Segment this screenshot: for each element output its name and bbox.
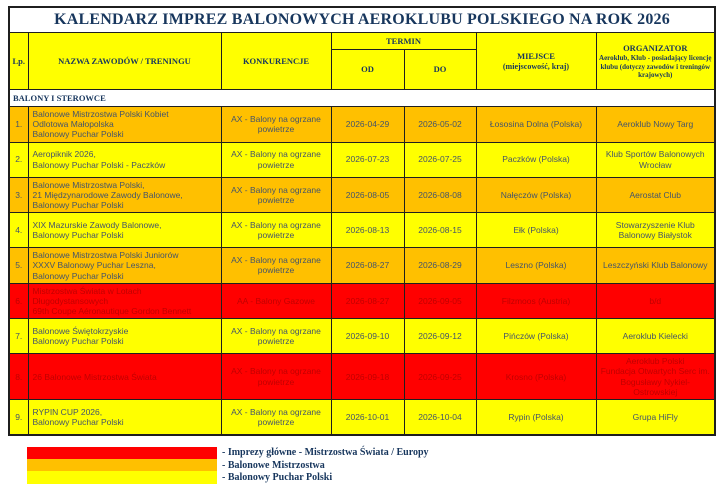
event-name-cell: Balonowe Mistrzostwa Polski Juniorów XXXV Balonowy Puchar Leszna, Balonowy Puchar Polski: [28, 248, 221, 284]
konkurencje-cell: AA - Balony Gazowe: [221, 283, 331, 319]
organizer-cell: Klub Sportów Balonowych Wrocław: [596, 142, 715, 177]
col-header-konkurencje: KONKURENCJE: [221, 33, 331, 90]
event-row-6: [9, 283, 715, 319]
col-header-miejsce-title: MIEJSCE: [517, 50, 555, 61]
organizer-cell: Aerostat Club: [596, 177, 715, 213]
lp-cell: 2.: [9, 142, 28, 177]
konkurencje-cell: AX - Balony na ogrzane powietrze: [221, 213, 331, 248]
date-from-cell: 2026-10-01: [331, 400, 404, 435]
place-cell: Ełk (Polska): [476, 213, 596, 248]
organizer-cell: Aeroklub Kielecki: [596, 319, 715, 354]
date-to-cell: 2026-08-08: [404, 177, 476, 213]
section-row: [9, 90, 715, 107]
date-from-cell: 2026-08-27: [331, 248, 404, 284]
date-from-cell: 2026-08-27: [331, 283, 404, 319]
legend-row-championships: [27, 459, 714, 471]
date-from-cell: 2026-04-29: [331, 107, 404, 143]
event-row-8: [9, 354, 715, 400]
place-cell: Nałęczów (Polska): [476, 177, 596, 213]
legend-swatch-championships: [27, 459, 217, 471]
lp-cell: 3.: [9, 177, 28, 213]
legend-label-main-events: - Imprezy główne - Mistrzostwa Świata / Europy: [222, 447, 429, 459]
event-name-cell: Mistrzostwa Świata w Lotach Długodystansowych 69th Coupe Aéronautique Gordon Bennett: [28, 283, 221, 319]
col-header-lp: Lp.: [9, 33, 28, 90]
lp-cell: 8.: [9, 354, 28, 400]
column-header-row: [9, 33, 715, 50]
date-to-cell: 2026-08-15: [404, 213, 476, 248]
date-to-cell: 2026-08-29: [404, 248, 476, 284]
event-row-2: [9, 142, 715, 177]
col-header-od: OD: [331, 50, 404, 90]
place-cell: Rypin (Polska): [476, 400, 596, 435]
calendar-table: [8, 6, 716, 436]
konkurencje-cell: AX - Balony na ogrzane powietrze: [221, 319, 331, 354]
col-header-do: DO: [404, 50, 476, 90]
place-cell: Paczków (Polska): [476, 142, 596, 177]
event-row-3: [9, 177, 715, 213]
organizer-cell: b/d: [596, 283, 715, 319]
event-name-cell: Balonowe Mistrzostwa Polski Kobiet Odlotowa Małopolska Balonowy Puchar Polski: [28, 107, 221, 143]
konkurencje-cell: AX - Balony na ogrzane powietrze: [221, 142, 331, 177]
lp-cell: 9.: [9, 400, 28, 435]
date-to-cell: 2026-09-12: [404, 319, 476, 354]
section-header-balony-i-sterowce: BALONY I STEROWCE: [9, 90, 715, 107]
date-from-cell: 2026-07-23: [331, 142, 404, 177]
col-header-miejsce-subtitle: (miejscowość, kraj): [502, 61, 570, 71]
lp-cell: 6.: [9, 283, 28, 319]
lp-cell: 1.: [9, 107, 28, 143]
place-cell: Pińczów (Polska): [476, 319, 596, 354]
col-header-name: NAZWA ZAWODÓW / TRENINGU: [28, 33, 221, 90]
konkurencje-cell: AX - Balony na ogrzane powietrze: [221, 107, 331, 143]
col-header-organizator: [596, 33, 715, 90]
organizer-cell: Leszczyński Klub Balonowy: [596, 248, 715, 284]
place-cell: Łososina Dolna (Polska): [476, 107, 596, 143]
organizer-cell: Grupa HiFly: [596, 400, 715, 435]
lp-cell: 4.: [9, 213, 28, 248]
organizer-cell: Aeroklub Nowy Targ: [596, 107, 715, 143]
lp-cell: 5.: [9, 248, 28, 284]
date-to-cell: 2026-09-25: [404, 354, 476, 400]
date-to-cell: 2026-10-04: [404, 400, 476, 435]
legend-row-polish-cup: [27, 471, 714, 483]
col-header-termin: TERMIN: [331, 33, 476, 50]
legend-swatch-polish-cup: [27, 471, 217, 483]
konkurencje-cell: AX - Balony na ogrzane powietrze: [221, 248, 331, 284]
col-header-miejsce: [476, 33, 596, 90]
table-body: [9, 107, 715, 435]
event-name-cell: 26 Balonowe Mistrzostwa Świata: [28, 354, 221, 400]
col-header-organizator-subtitle: Aeroklub, Klub - posiadający licencję klubu (dotyczy zawodów i treningów krajowych): [599, 54, 712, 79]
legend-label-polish-cup: - Balonowy Puchar Polski: [222, 471, 333, 483]
konkurencje-cell: AX - Balony na ogrzane powietrze: [221, 354, 331, 400]
event-name-cell: RYPIN CUP 2026, Balonowy Puchar Polski: [28, 400, 221, 435]
date-from-cell: 2026-09-18: [331, 354, 404, 400]
event-row-9: [9, 400, 715, 435]
organizer-cell: Aeroklub Polski Fundacja Otwartych Serc im. Bogusławy Nykiel-Ostrowskiej: [596, 354, 715, 400]
legend-row-main-events: [27, 447, 714, 459]
date-from-cell: 2026-09-10: [331, 319, 404, 354]
place-cell: Filzmoos (Austria): [476, 283, 596, 319]
event-name-cell: Balonowe Mistrzostwa Polski, 21 Międzynarodowe Zawody Balonowe, Balonowy Puchar Polski: [28, 177, 221, 213]
konkurencje-cell: AX - Balony na ogrzane powietrze: [221, 400, 331, 435]
event-name-cell: XIX Mazurskie Zawody Balonowe, Balonowy Puchar Polski: [28, 213, 221, 248]
col-header-organizator-title: ORGANIZATOR: [623, 42, 688, 53]
page-title: KALENDARZ IMPREZ BALONOWYCH AEROKLUBU POLSKIEGO NA ROK 2026: [9, 7, 715, 33]
date-to-cell: 2026-05-02: [404, 107, 476, 143]
place-cell: Leszno (Polska): [476, 248, 596, 284]
event-row-7: [9, 319, 715, 354]
date-to-cell: 2026-09-05: [404, 283, 476, 319]
event-name-cell: Aeropiknik 2026, Balonowy Puchar Polski - Paczków: [28, 142, 221, 177]
organizer-cell: Stowarzyszenie Klub Balonowy Białystok: [596, 213, 715, 248]
date-from-cell: 2026-08-05: [331, 177, 404, 213]
legend: [27, 447, 714, 484]
event-name-cell: Balonowe Świętokrzyskie Balonowy Puchar Polski: [28, 319, 221, 354]
place-cell: Krosno (Polska): [476, 354, 596, 400]
event-row-4: [9, 213, 715, 248]
legend-label-championships: - Balonowe Mistrzostwa: [222, 459, 325, 471]
konkurencje-cell: AX - Balony na ogrzane powietrze: [221, 177, 331, 213]
title-row: [9, 7, 715, 33]
event-row-5: [9, 248, 715, 284]
date-from-cell: 2026-08-13: [331, 213, 404, 248]
date-to-cell: 2026-07-25: [404, 142, 476, 177]
legend-swatch-main-events: [27, 447, 217, 459]
lp-cell: 7.: [9, 319, 28, 354]
event-row-1: [9, 107, 715, 143]
